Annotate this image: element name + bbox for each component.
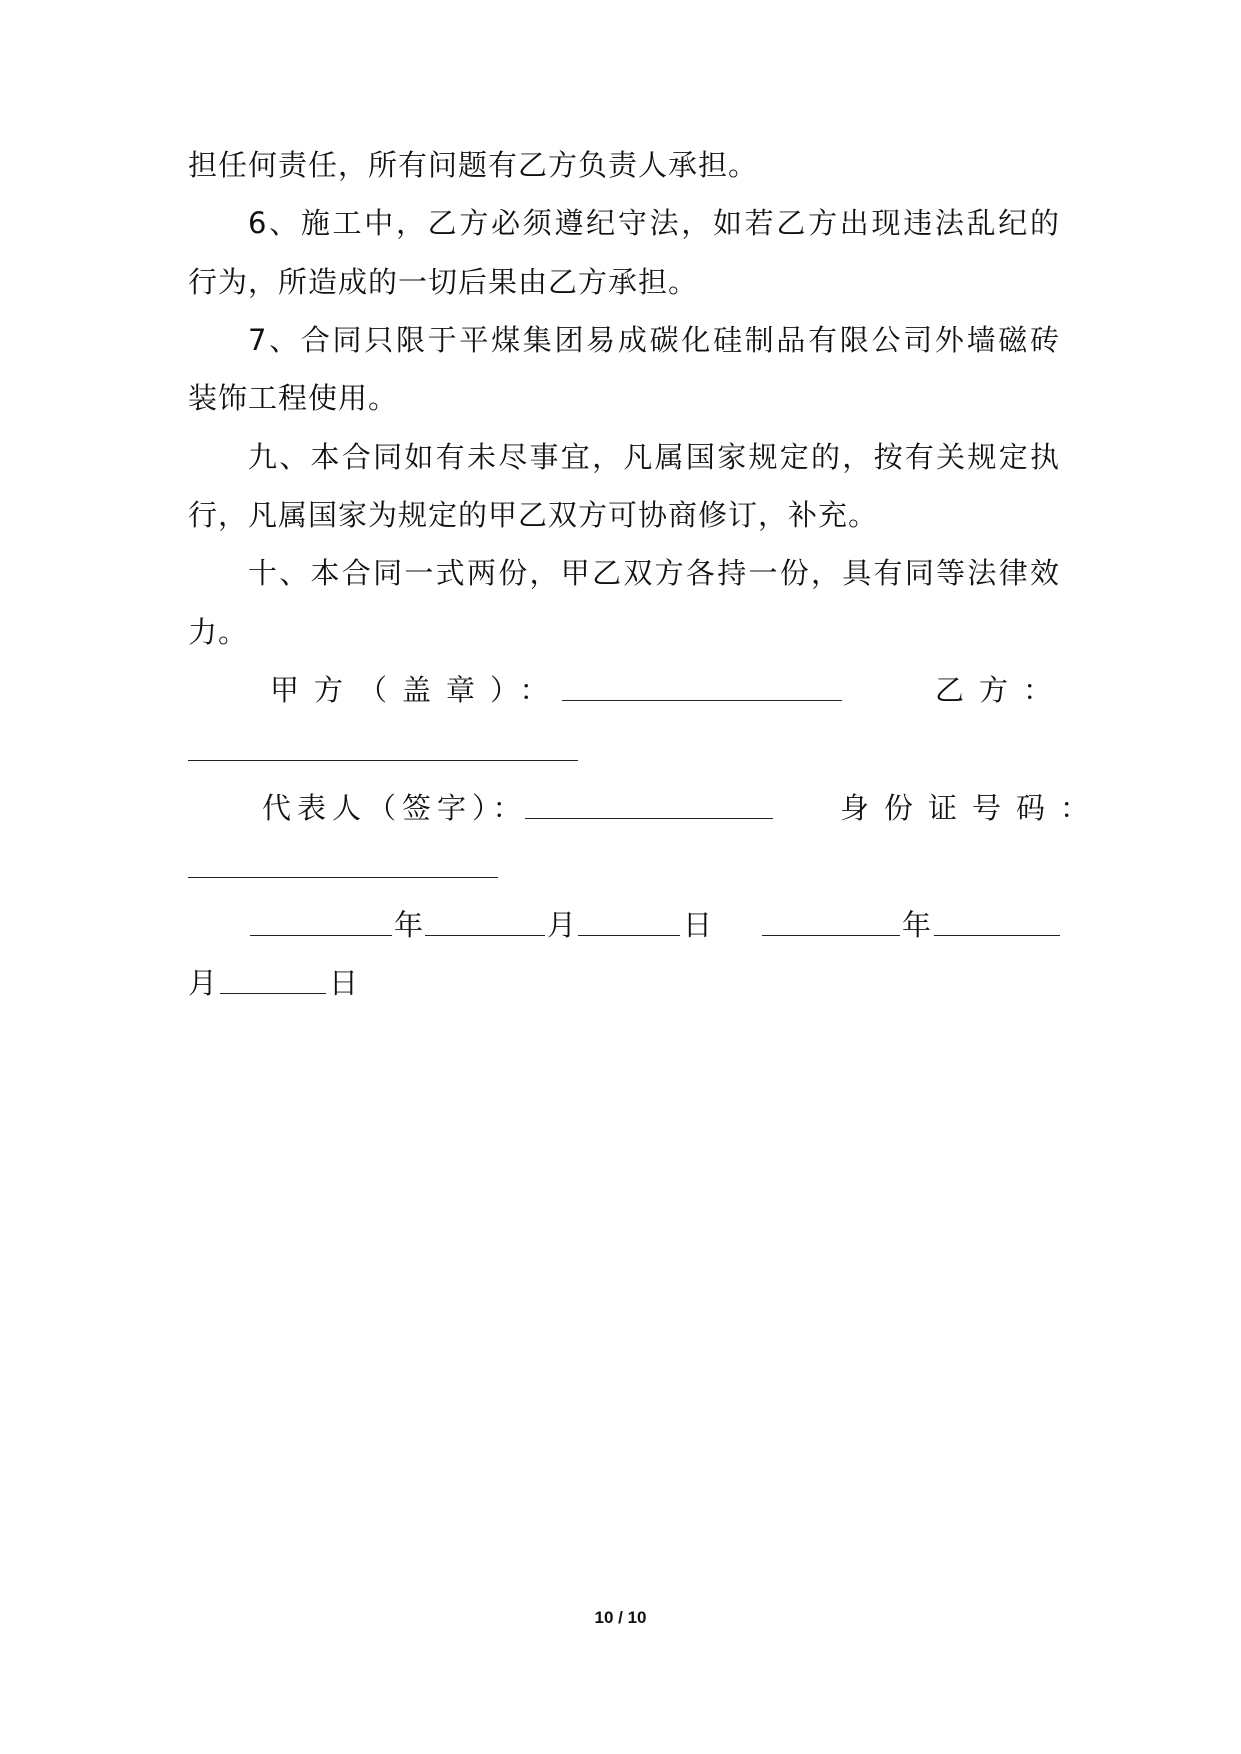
paragraph-line: 十、本合同一式两份，甲乙双方各持一份，具有同等法律效 [248,556,1060,590]
party-b-month-blank[interactable] [934,907,1060,936]
id-number-blank[interactable] [188,849,498,878]
party-a-day-blank[interactable] [578,907,680,936]
party-a-year-label: 年 [394,908,424,942]
party-a-month-blank[interactable] [425,907,545,936]
party-a-month-label: 月 [547,908,577,942]
id-number-label: 身份证号码： [840,791,1105,825]
paragraph-line: 行为，所造成的一切后果由乙方承担。 [188,265,699,299]
party-b-label: 乙方： [935,673,1068,707]
paragraph-line: 6、施工中，乙方必须遵纪守法，如若乙方出现违法乱纪的 [248,206,1060,240]
page-number: 10 / 10 [594,1608,647,1627]
party-b-day-label: 日 [329,966,359,1000]
party-b-blank[interactable] [188,732,578,761]
paragraph-line: 担任何责任，所有问题有乙方负责人承担。 [188,148,759,182]
party-a-seal-label: 甲方（盖章）： [270,673,564,707]
paragraph-line: 行，凡属国家为规定的甲乙双方可协商修订，补充。 [188,498,879,532]
party-b-month-label: 月 [188,966,218,1000]
party-b-year-label: 年 [902,908,932,942]
paragraph-line: 装饰工程使用。 [188,381,399,415]
paragraph-line: 九、本合同如有未尽事宜，凡属国家规定的，按有关规定执 [248,440,1060,474]
party-a-day-label: 日 [683,908,713,942]
party-b-year-blank[interactable] [762,907,900,936]
party-b-day-blank[interactable] [220,965,326,994]
paragraph-line: 力。 [188,615,249,649]
representative-label: 代表人（签字）： [262,791,528,825]
party-a-seal-blank[interactable] [562,672,842,701]
party-a-year-blank[interactable] [250,907,392,936]
representative-signature-blank[interactable] [525,790,773,819]
paragraph-line: 7、合同只限于平煤集团易成碳化硅制品有限公司外墙磁砖 [248,323,1060,357]
